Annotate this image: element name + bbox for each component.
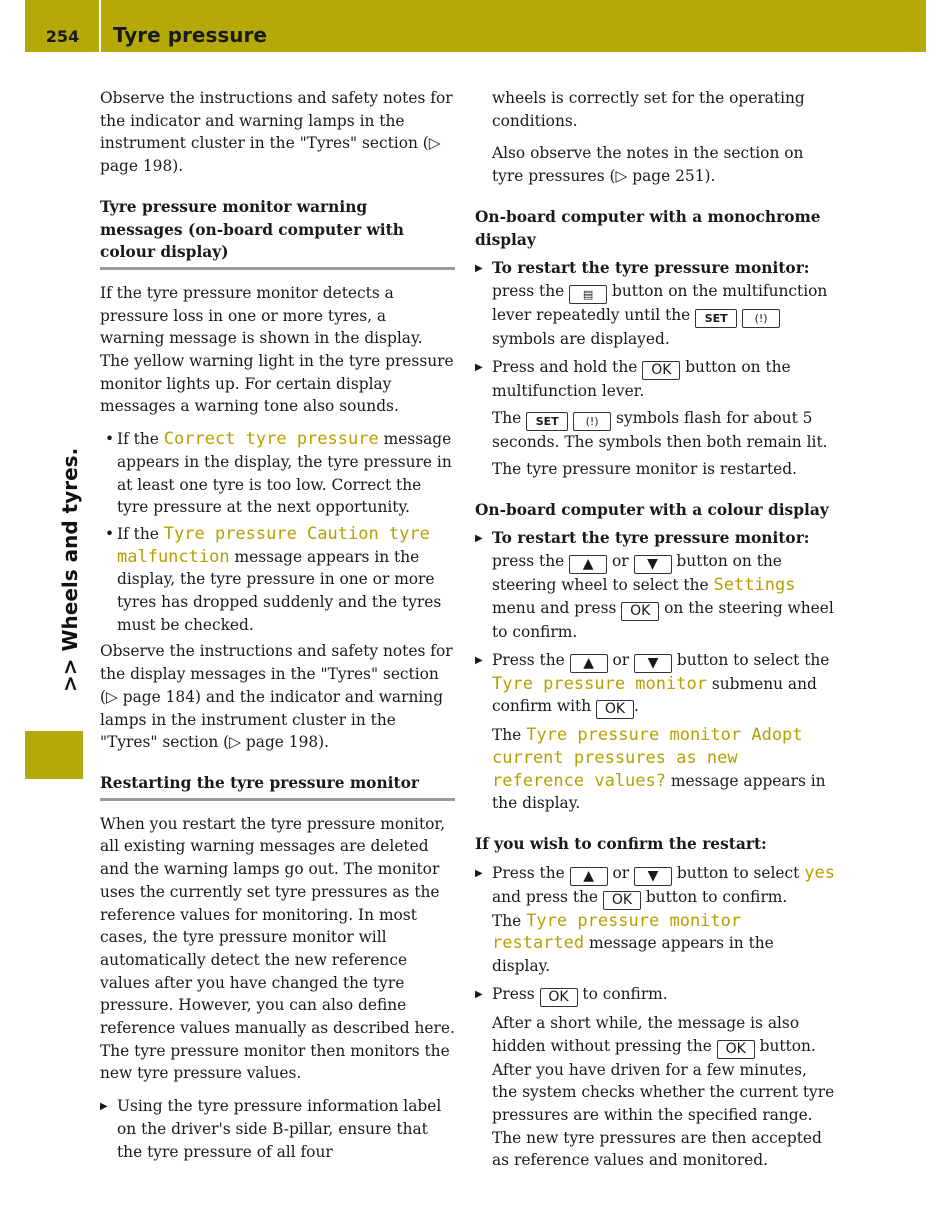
warning-message-list — [100, 428, 455, 636]
step-heading: To restart the tyre pressure monitor: — [492, 259, 810, 278]
result-text: symbols flash for about 5 seconds. The symbols then both remain lit. — [492, 409, 828, 452]
heading-confirm-restart: If you wish to confirm the restart: — [475, 835, 767, 854]
set-symbol: SET — [695, 309, 737, 328]
right-column — [475, 87, 835, 1182]
step-text: . — [634, 697, 639, 716]
result-text: message appears in the display. — [492, 934, 774, 976]
step-text: menu and press — [492, 598, 622, 617]
after-driving-note: After you have driven for a few minutes, the system checks whether the current tyre pressures are within the specified range. The new tyre pressures are then accepted as reference values and monitored. — [492, 1060, 835, 1170]
after-short-while — [475, 1012, 835, 1059]
step-text: Press the — [492, 863, 570, 882]
menu-list-icon: ▤ — [569, 285, 607, 304]
chapter-tab: >> Wheels and tyres. — [58, 447, 82, 692]
step-text: Press the — [492, 650, 570, 669]
step-text: button on the multifunction lever. — [492, 357, 791, 400]
step-text: Press and hold the — [492, 357, 643, 376]
list-item — [100, 523, 455, 637]
bullet-text: message appears in the display, the tyre pressure in one or more tyres has dropped suddenly and the tyres must be checked. — [117, 547, 442, 634]
display-message: Settings — [713, 575, 796, 596]
bullet-text: If the — [117, 430, 164, 449]
section-heading-restarting: Restarting the tyre pressure monitor — [100, 772, 455, 801]
ok-key: OK — [621, 602, 659, 621]
step-heading: To restart the tyre pressure monitor: — [492, 529, 810, 548]
step-text: or — [607, 552, 634, 571]
up-arrow-key-icon: ▲ — [569, 555, 607, 574]
step-text: press the — [492, 281, 570, 300]
colour-result — [475, 724, 835, 815]
display-message: Tyre pressure monitor — [492, 673, 707, 694]
step-text: button to select — [672, 863, 805, 882]
result-text: message appears in the display. — [492, 771, 826, 813]
result-text: The — [492, 409, 527, 428]
step-text: button to confirm. — [640, 887, 788, 906]
ok-key: OK — [717, 1040, 755, 1059]
page-title: Tyre pressure — [113, 23, 267, 47]
step-colour-restart — [475, 527, 835, 643]
display-message: yes — [804, 862, 835, 883]
step-mono-restart — [475, 257, 835, 350]
continued-text: wheels is correctly set for the operating conditions. — [492, 89, 805, 130]
restarting-paragraph: When you restart the tyre pressure monitor, all existing warning messages are deleted and the warning lamps go out. The monitor uses the currently set tyre pressures as the reference values for monitoring. In most cases, the tyre pressure monitor will automatically detect the new reference values after you have changed the tyre pressure. However, you can also define reference values manually as described here. The tyre pressure monitor then monitors the new tyre pressure values. — [100, 814, 455, 1083]
section-heading-warning-messages: Tyre pressure monitor warning messages (on-board computer with colour display) — [100, 196, 455, 270]
step-text: on the steering wheel to confirm. — [492, 598, 834, 641]
down-arrow-key-icon: ▼ — [634, 555, 672, 574]
bullet-text: message appears in the display, the tyre pressure in at least one tyre is too low. Correct the tyre pressure at the next opportunity. — [117, 430, 452, 517]
ok-key: OK — [642, 361, 680, 380]
result-text: The — [492, 911, 527, 930]
step-mono-hold-ok — [475, 356, 835, 403]
mono-result-restarted: The tyre pressure monitor is restarted. — [492, 460, 798, 479]
step-colour-select-submenu — [475, 649, 835, 720]
warning-messages-paragraph: If the tyre pressure monitor detects a pressure loss in one or more tyres, a warning message is shown in the display. The yellow warning light in the tyre pressure monitor lights up. For certain display messages a warning tone also sounds. — [100, 283, 454, 416]
heading-monochrome: On-board computer with a monochrome display — [475, 207, 821, 249]
step-text: button on the steering wheel to select the — [492, 552, 782, 595]
up-arrow-key-icon: ▲ — [570, 867, 608, 886]
step-check-label: ▶ Using the tyre pressure information label on the driver's side B-pillar, ensure that the tyre pressure of all four — [100, 1095, 455, 1163]
list-item — [100, 428, 455, 519]
display-message: Correct tyre pressure — [163, 429, 379, 450]
page-number: 254 — [45, 27, 80, 46]
ok-key: OK — [540, 988, 578, 1007]
set-symbol: SET — [526, 412, 568, 431]
step-text: and press the — [492, 887, 603, 906]
down-arrow-key-icon: ▼ — [634, 867, 672, 886]
step-text: or — [607, 650, 635, 669]
observe-paragraph: Observe the instructions and safety notes for the display messages in the "Tyres" section (▷ page 184) and the indicator and warning lamps in the instrument cluster in the "Tyres" section (▷ page 198). — [100, 642, 453, 752]
display-message: Tyre pressure monitor Adopt current pressures as new reference values? — [492, 725, 803, 791]
tyre-pressure-warning-icon: (!) — [573, 412, 611, 431]
down-arrow-key-icon: ▼ — [634, 654, 672, 673]
step-text: submenu and confirm with — [492, 674, 817, 716]
also-observe-text: Also observe the notes in the section on tyre pressures (▷ page 251). — [492, 144, 804, 186]
left-column — [100, 87, 455, 1168]
display-message: Tyre pressure Caution tyre malfunction — [117, 523, 430, 567]
ok-key: OK — [603, 891, 641, 910]
step-text: button to select the — [672, 650, 830, 669]
intro-paragraph: Observe the instructions and safety notes for the indicator and warning lamps in the instrument cluster in the "Tyres" section (▷ page 198). — [100, 89, 453, 176]
header-divider — [99, 0, 101, 52]
step-press-ok — [475, 983, 835, 1007]
note-text: After a short while, the message is also hidden without pressing the — [492, 1013, 800, 1055]
heading-colour-display: On-board computer with a colour display — [475, 500, 829, 519]
step-text: Press — [492, 984, 540, 1003]
tyre-pressure-warning-icon: (!) — [742, 309, 780, 328]
bullet-text: If the — [117, 524, 164, 543]
step-text: symbols are displayed. — [492, 329, 670, 348]
step-select-yes — [475, 862, 835, 978]
display-message: Tyre pressure monitor restarted — [492, 910, 742, 954]
mono-result — [475, 407, 835, 454]
note-text: button. — [754, 1036, 816, 1055]
result-text: The — [492, 726, 527, 745]
step-text: press the — [492, 552, 570, 571]
up-arrow-key-icon: ▲ — [570, 654, 608, 673]
ok-key: OK — [596, 700, 634, 719]
step-text: to confirm. — [577, 984, 668, 1003]
step-text: button on the multifunction lever repeatedly until the — [492, 281, 828, 324]
chapter-marker-block — [25, 731, 83, 779]
step-text: or — [607, 863, 635, 882]
